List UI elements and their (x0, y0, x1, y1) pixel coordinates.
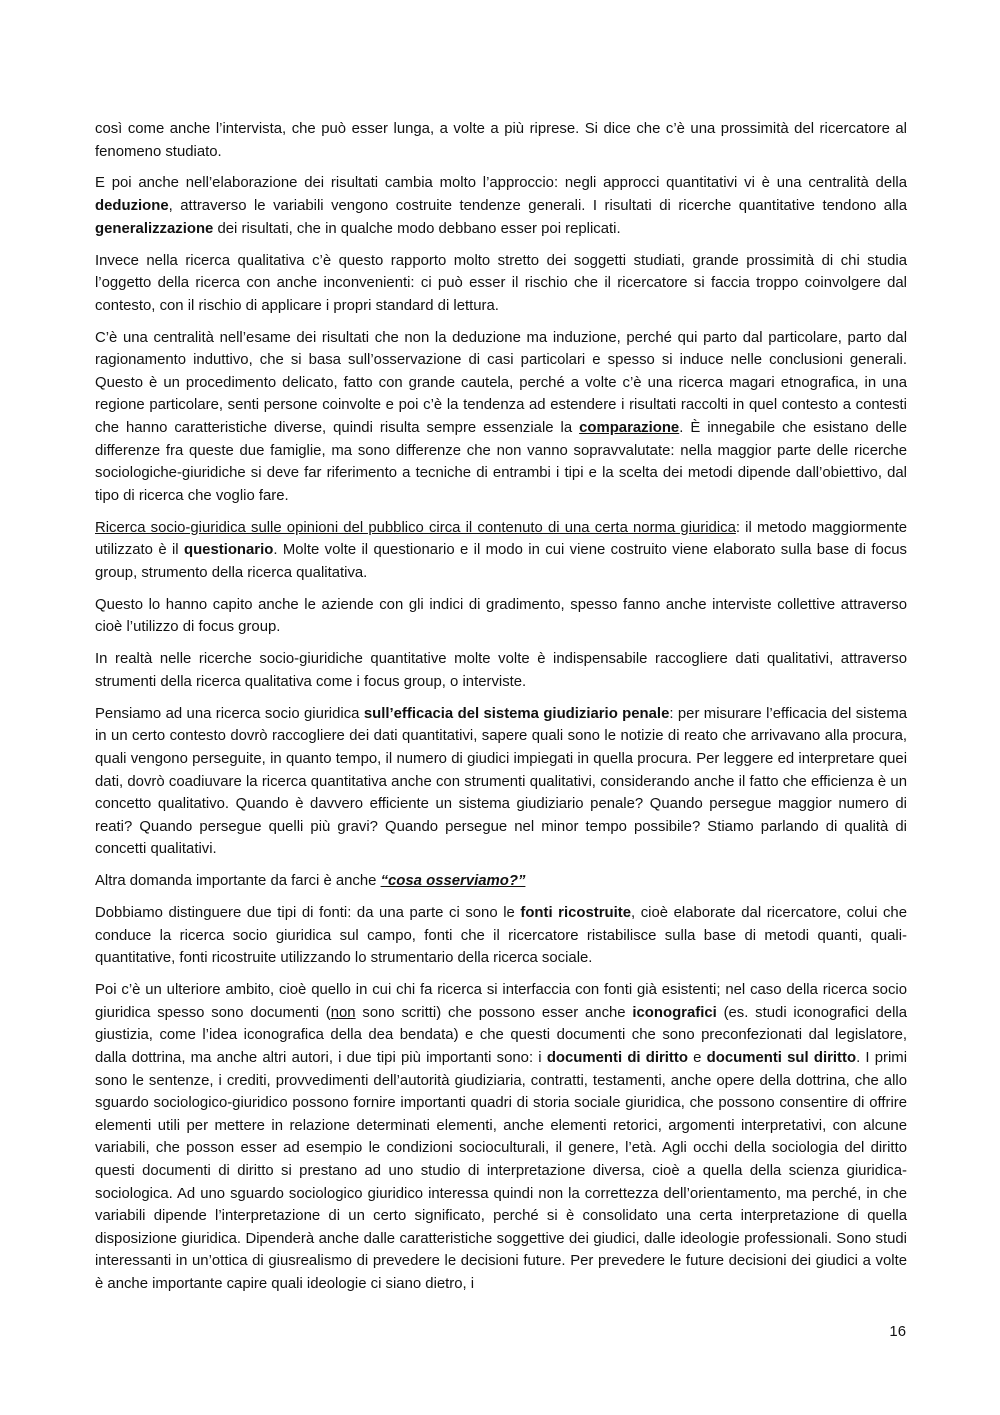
bold-italic-underlined-question: “cosa osserviamo?” (380, 873, 526, 890)
bold-term: generalizzazione (95, 220, 214, 237)
paragraph: E poi anche nell’elaborazione dei risultati cambia molto l’approccio: negli approcci quantitativi vi è una centralità della deduzione, attraverso le variabili vengono costruite tendenze generali. I risultati di ricerche quantitative tendono alla generalizzazione dei risultati, che in qualche modo debbano esser poi replicati. (95, 175, 907, 237)
bold-term: sull’efficacia del sistema giudiziario penale (363, 705, 670, 722)
bold-term: fonti ricostruite (520, 905, 631, 922)
underlined-word: non (330, 1004, 356, 1021)
bold-term: documenti di diritto (546, 1049, 688, 1066)
bold-underlined-term: comparazione (579, 420, 680, 437)
paragraph: In realtà nelle ricerche socio-giuridiche quantitative molte volte è indispensabile raccogliere dati qualitativi, attraverso strumenti della ricerca qualitativa come i focus group, o interviste. (95, 651, 907, 690)
paragraph: così come anche l’intervista, che può esser lunga, a volte a più riprese. Si dice che c’è una prossimità del ricercatore al fenomeno studiato. (95, 121, 907, 160)
paragraph: Dobbiamo distinguere due tipi di fonti: da una parte ci sono le fonti ricostruite, cioè elaborate dal ricercatore, colui che conduce la ricerca socio giuridica sul campo, fonti che il ricercatore ristabilisce sulla base di metodi quanti, quali-quantitative, fonti ricostruite utilizzando lo strumentario della ricerca sociale. (95, 905, 907, 967)
bold-term: iconografici (632, 1004, 717, 1021)
paragraph: Ricerca socio-giuridica sulle opinioni del pubblico circa il contenuto di una certa norma giuridica: il metodo maggiormente utilizzato è il questionario. Molte volte il questionario e il modo in cui viene costruito viene elaborato sulla base di focus group, strumento della ricerca qualitativa. (95, 519, 907, 581)
bold-term: documenti sul diritto (706, 1049, 857, 1066)
paragraph: C’è una centralità nell’esame dei risultati che non la deduzione ma induzione, perché qui parto dal particolare, parto dal ragionamento induttivo, che si basa sull’osservazione di casi particolari e spesso si induce nelle conclusioni generali. Questo è un procedimento delicato, fatto con grande cautela, perché a volte c’è una ricerca magari etnografica, in una regione particolare, senti persone coinvolte e poi c’è la tendenza ad estendere i risultati raccolti in quel contesto a contesti che hanno caratteristiche diverse, quindi risulta sempre essenziale la comparazione. È innegabile che esistano delle differenze fra queste due famiglie, ma sono differenze che non vanno sopravvalutate: nella maggior parte delle ricerche sociologiche-giuridiche si deve far riferimento a tecniche di entrambi i tipi e la scelta dei metodi dipende dall’obiettivo, dal tipo di ricerca che voglio fare. (95, 329, 907, 504)
underlined-heading: Ricerca socio-giuridica sulle opinioni del pubblico circa il contenuto di una certa norma giuridica (95, 519, 736, 536)
paragraph: Invece nella ricerca qualitativa c’è questo rapporto molto stretto dei soggetti studiati, grande prossimità di chi studia l’oggetto della ricerca con anche inconvenienti: ci può esser il rischio che il ricercatore si faccia troppo coinvolgere dal contesto, con il rischio di applicare i propri standard di lettura. (95, 252, 907, 314)
bold-term: questionario (183, 542, 274, 559)
paragraph: Poi c’è un ulteriore ambito, cioè quello in cui chi fa ricerca si interfaccia con fonti già esistenti; nel caso della ricerca socio giuridica spesso sono documenti (non sono scritti) che possono esser anche iconografici (es. studi iconografici della giustizia, come l’idea iconografica della dea bendata) e che questi documenti che sono preconfezionati dal legislatore, dalla dottrina, ma anche altri autori, i due tipi più importanti sono: i documenti di diritto e documenti sul diritto. I primi sono le sentenze, i crediti, provvedimenti dell’autorità giudiziaria, contratti, testamenti, anche opere della dottrina, che allo sguardo sociologico-giuridico possono fornire importanti quadri di storia sociale giuridica, che possono consentire di offrire elementi utili per mettere in relazione determinati elementi, anche elementi retorici, argomenti interpretativi, con alcune variabili, che posson esser ad esempio le condizioni socioculturali, il genere, l’età. Agli occhi della sociologia del diritto questi documenti di diritto si prestano ad uno studio di interpretazione diversa, cioè a quella della scienza giuridica-sociologica. Ad uno sguardo sociologico giuridico interessa quindi non la correttezza dell’orientamento, ma perché, in che variabili dipende l’interpretazione di un certo significato, perché si è consolidato una certa interpretazione di quella disposizione giuridica. Dipenderà anche dalle caratteristiche soggettive dei giudici, dalle ideologie professionali. Sono studi interessanti in un’ottica di giusrealismo di prevedere le decisioni future. Per prevedere le future decisioni dei giudici a volte è anche importante capire quali ideologie ci siano dietro, i (95, 982, 908, 1292)
bold-term: deduzione (95, 198, 169, 215)
paragraph: Pensiamo ad una ricerca socio giuridica sull’efficacia del sistema giudiziario penale: per misurare l’efficacia del sistema in un certo contesto dovrò raccogliere dei dati quantitativi, sapere quali sono le notizie di reato che arrivavano alla procura, quali vengono perseguite, in quanto tempo, il numero di giudici impiegati in quella procura. Per leggere ed interpretare quei dati, dovrò coadiuvare la ricerca quantitativa anche con strumenti qualitativi, considerando anche il fatto che efficienza è un concetto qualitativo. Quando è davvero efficiente un sistema giudiziario penale? Quando persegue maggior numero di reati? Quando persegue quelli più gravi? Quando persegue nel minor tempo possibile? Stiamo parlando di qualità di concetti qualitativi. (95, 705, 907, 858)
page-number: 16 (889, 1324, 906, 1340)
body-text (95, 118, 907, 1305)
paragraph: Questo lo hanno capito anche le aziende con gli indici di gradimento, spesso fanno anche interviste collettive attraverso cioè l’utilizzo di focus group. (95, 596, 907, 636)
paragraph: Altra domanda importante da farci è anche “cosa osserviamo?” (95, 873, 526, 890)
